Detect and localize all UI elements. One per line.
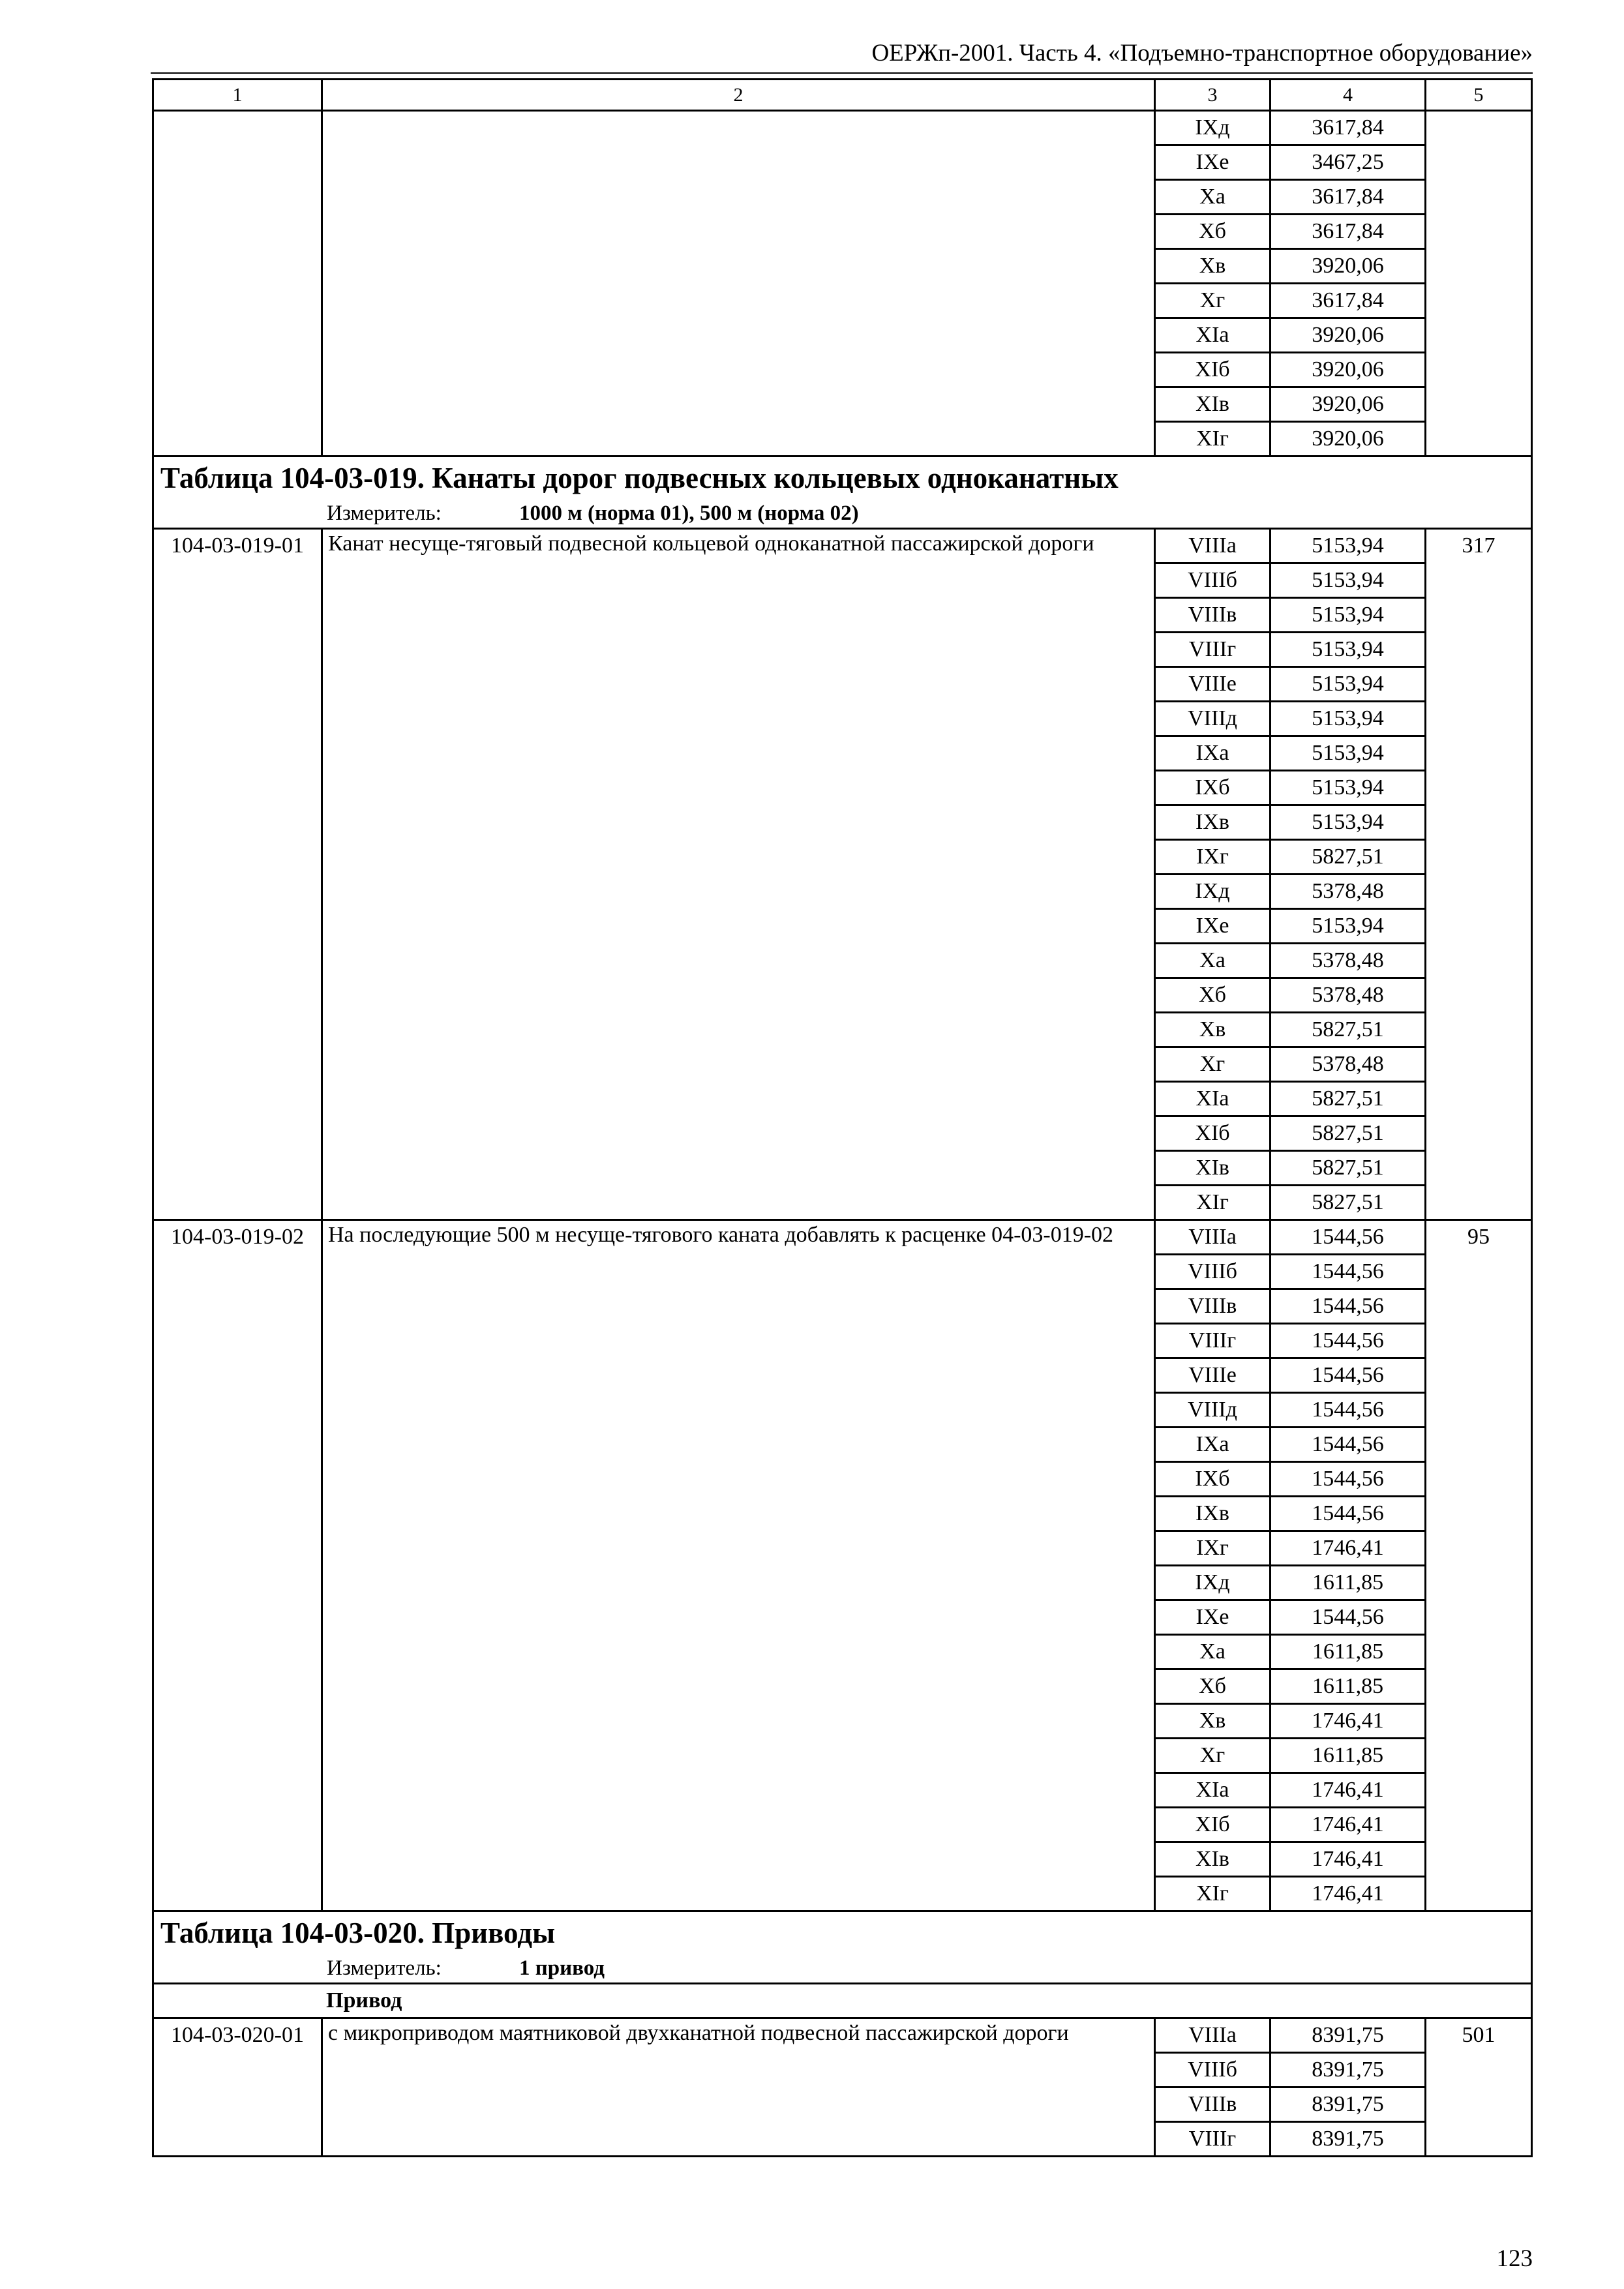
zone-cell: XIв bbox=[1155, 1842, 1271, 1877]
zone-cell: Xг bbox=[1155, 284, 1271, 318]
price-cell: 3920,06 bbox=[1271, 387, 1426, 422]
column-number: 4 bbox=[1271, 80, 1426, 111]
price-cell: 5827,51 bbox=[1271, 1013, 1426, 1047]
price-cell: 5153,94 bbox=[1271, 633, 1426, 667]
price-cell: 1544,56 bbox=[1271, 1393, 1426, 1428]
table-title: Таблица 104-03-019. Канаты дорог подвесных кольцевых одноканатных bbox=[160, 462, 1119, 494]
price-cell: 1746,41 bbox=[1271, 1773, 1426, 1808]
zone-cell: Xа bbox=[1155, 944, 1271, 978]
price-cell: 1544,56 bbox=[1271, 1600, 1426, 1635]
measure-label: Измеритель: bbox=[327, 501, 442, 525]
zone-cell: Xв bbox=[1155, 249, 1271, 284]
price-cell: 1611,85 bbox=[1271, 1566, 1426, 1600]
column-number: 1 bbox=[153, 80, 322, 111]
table-title-cell bbox=[153, 456, 1532, 529]
count-cell: 95 bbox=[1426, 1220, 1532, 1911]
column-number: 2 bbox=[322, 80, 1155, 111]
zone-cell: VIIIв bbox=[1155, 2087, 1271, 2122]
rate-description: Канат несуще-тяговый подвесной кольцевой одноканатной пассажирской дороги bbox=[322, 529, 1155, 1220]
count-cell: 317 bbox=[1426, 529, 1532, 1220]
table-row bbox=[153, 111, 1532, 145]
page-header-title: ОЕРЖп-2001. Часть 4. «Подъемно-транспортное оборудование» bbox=[871, 40, 1533, 67]
price-cell: 8391,75 bbox=[1271, 2053, 1426, 2087]
price-cell: 3920,06 bbox=[1271, 249, 1426, 284]
price-cell: 1746,41 bbox=[1271, 1704, 1426, 1739]
zone-cell: VIIIг bbox=[1155, 1324, 1271, 1358]
zone-cell: VIIIг bbox=[1155, 2122, 1271, 2157]
price-cell: 8391,75 bbox=[1271, 2018, 1426, 2053]
price-cell: 3617,84 bbox=[1271, 284, 1426, 318]
zone-cell: XIб bbox=[1155, 1116, 1271, 1151]
section-row bbox=[153, 1984, 1532, 2018]
price-cell: 1544,56 bbox=[1271, 1462, 1426, 1497]
zone-cell: IXа bbox=[1155, 736, 1271, 771]
measure-line bbox=[160, 1954, 1524, 1982]
zone-cell: VIIIв bbox=[1155, 1289, 1271, 1324]
zone-cell: IXв bbox=[1155, 805, 1271, 840]
price-cell: 3920,06 bbox=[1271, 353, 1426, 387]
price-cell: 1544,56 bbox=[1271, 1428, 1426, 1462]
table-title-row bbox=[153, 1911, 1532, 1984]
zone-cell: VIIIб bbox=[1155, 563, 1271, 598]
price-cell: 1544,56 bbox=[1271, 1497, 1426, 1531]
price-cell: 5378,48 bbox=[1271, 1047, 1426, 1082]
price-cell: 5153,94 bbox=[1271, 771, 1426, 805]
header-rule bbox=[151, 72, 1533, 74]
zone-cell: IXб bbox=[1155, 771, 1271, 805]
zone-cell: XIг bbox=[1155, 422, 1271, 456]
zone-cell: XIб bbox=[1155, 1808, 1271, 1842]
price-cell: 5378,48 bbox=[1271, 875, 1426, 909]
price-cell: 5153,94 bbox=[1271, 529, 1426, 563]
zone-cell: IXв bbox=[1155, 1497, 1271, 1531]
price-cell: 8391,75 bbox=[1271, 2087, 1426, 2122]
price-cell: 5827,51 bbox=[1271, 840, 1426, 875]
zone-cell: IXд bbox=[1155, 1566, 1271, 1600]
price-cell: 1611,85 bbox=[1271, 1669, 1426, 1704]
zone-cell: IXд bbox=[1155, 875, 1271, 909]
table-row bbox=[153, 529, 1532, 563]
price-cell: 1611,85 bbox=[1271, 1635, 1426, 1669]
price-cell: 5153,94 bbox=[1271, 563, 1426, 598]
section-label: Привод bbox=[153, 1984, 1532, 2018]
rates-table bbox=[152, 78, 1533, 2157]
zone-cell: VIIIа bbox=[1155, 1220, 1271, 1255]
rate-description: На последующие 500 м несуще-тягового каната добавлять к расценке 04-03-019-02 bbox=[322, 1220, 1155, 1911]
zone-cell: Xв bbox=[1155, 1704, 1271, 1739]
price-cell: 1746,41 bbox=[1271, 1531, 1426, 1566]
price-cell: 5378,48 bbox=[1271, 978, 1426, 1013]
column-number-row bbox=[153, 80, 1532, 111]
price-cell: 5153,94 bbox=[1271, 805, 1426, 840]
zone-cell: IXа bbox=[1155, 1428, 1271, 1462]
zone-cell: VIIIб bbox=[1155, 1255, 1271, 1289]
price-cell: 1544,56 bbox=[1271, 1324, 1426, 1358]
price-cell: 1746,41 bbox=[1271, 1808, 1426, 1842]
price-cell: 1544,56 bbox=[1271, 1289, 1426, 1324]
price-cell: 1611,85 bbox=[1271, 1739, 1426, 1773]
column-number: 5 bbox=[1426, 80, 1532, 111]
price-cell: 1544,56 bbox=[1271, 1220, 1426, 1255]
zone-cell: VIIIд bbox=[1155, 702, 1271, 736]
price-cell: 5153,94 bbox=[1271, 736, 1426, 771]
price-cell: 1746,41 bbox=[1271, 1842, 1426, 1877]
price-cell: 5153,94 bbox=[1271, 909, 1426, 944]
price-cell: 8391,75 bbox=[1271, 2122, 1426, 2157]
measure-label: Измеритель: bbox=[327, 1956, 442, 1980]
table-title: Таблица 104-03-020. Приводы bbox=[160, 1917, 556, 1949]
zone-cell: XIв bbox=[1155, 1151, 1271, 1186]
price-cell: 5153,94 bbox=[1271, 702, 1426, 736]
zone-cell: VIIIв bbox=[1155, 598, 1271, 633]
price-cell: 3617,84 bbox=[1271, 215, 1426, 249]
price-cell: 3617,84 bbox=[1271, 111, 1426, 145]
price-cell: 1544,56 bbox=[1271, 1358, 1426, 1393]
zone-cell: Xв bbox=[1155, 1013, 1271, 1047]
zone-cell: VIIIг bbox=[1155, 633, 1271, 667]
zone-cell: IXе bbox=[1155, 145, 1271, 180]
zone-cell: VIIIа bbox=[1155, 2018, 1271, 2053]
count-cell bbox=[1426, 111, 1532, 456]
rate-code: 104-03-020-01 bbox=[153, 2018, 322, 2157]
zone-cell: VIIIе bbox=[1155, 1358, 1271, 1393]
price-cell: 3467,25 bbox=[1271, 145, 1426, 180]
price-cell: 5153,94 bbox=[1271, 598, 1426, 633]
price-cell: 3617,84 bbox=[1271, 180, 1426, 215]
zone-cell: IXг bbox=[1155, 840, 1271, 875]
zone-cell: IXд bbox=[1155, 111, 1271, 145]
rate-description bbox=[322, 111, 1155, 456]
table-title-row bbox=[153, 456, 1532, 529]
price-cell: 5827,51 bbox=[1271, 1186, 1426, 1220]
measure-line bbox=[160, 499, 1524, 528]
zone-cell: XIа bbox=[1155, 1773, 1271, 1808]
measure-value: 1 привод bbox=[519, 1956, 605, 1980]
zone-cell: VIIIб bbox=[1155, 2053, 1271, 2087]
zone-cell: Xб bbox=[1155, 1669, 1271, 1704]
zone-cell: XIв bbox=[1155, 387, 1271, 422]
zone-cell: Xа bbox=[1155, 1635, 1271, 1669]
zone-cell: IXб bbox=[1155, 1462, 1271, 1497]
zone-cell: XIа bbox=[1155, 318, 1271, 353]
count-cell: 501 bbox=[1426, 2018, 1532, 2157]
price-cell: 5378,48 bbox=[1271, 944, 1426, 978]
zone-cell: Xг bbox=[1155, 1739, 1271, 1773]
table-title-cell bbox=[153, 1911, 1532, 1984]
price-cell: 1746,41 bbox=[1271, 1877, 1426, 1911]
price-cell: 3920,06 bbox=[1271, 318, 1426, 353]
zone-cell: XIг bbox=[1155, 1877, 1271, 1911]
zone-cell: IXе bbox=[1155, 1600, 1271, 1635]
rate-code: 104-03-019-01 bbox=[153, 529, 322, 1220]
price-cell: 5827,51 bbox=[1271, 1151, 1426, 1186]
zone-cell: Xб bbox=[1155, 215, 1271, 249]
table-row bbox=[153, 1220, 1532, 1255]
zone-cell: Xа bbox=[1155, 180, 1271, 215]
page-number: 123 bbox=[1496, 2245, 1533, 2272]
measure-value: 1000 м (норма 01), 500 м (норма 02) bbox=[519, 501, 859, 525]
rate-description: с микроприводом маятниковой двухканатной подвесной пассажирской дороги bbox=[322, 2018, 1155, 2157]
zone-cell: VIIIа bbox=[1155, 529, 1271, 563]
zone-cell: IXе bbox=[1155, 909, 1271, 944]
zone-cell: VIIIе bbox=[1155, 667, 1271, 702]
zone-cell: IXг bbox=[1155, 1531, 1271, 1566]
column-number: 3 bbox=[1155, 80, 1271, 111]
price-cell: 5153,94 bbox=[1271, 667, 1426, 702]
price-cell: 5827,51 bbox=[1271, 1082, 1426, 1116]
price-cell: 3920,06 bbox=[1271, 422, 1426, 456]
zone-cell: Xг bbox=[1155, 1047, 1271, 1082]
zone-cell: Xб bbox=[1155, 978, 1271, 1013]
rate-code bbox=[153, 111, 322, 456]
rate-code: 104-03-019-02 bbox=[153, 1220, 322, 1911]
price-cell: 1544,56 bbox=[1271, 1255, 1426, 1289]
zone-cell: XIа bbox=[1155, 1082, 1271, 1116]
zone-cell: XIб bbox=[1155, 353, 1271, 387]
table-row bbox=[153, 2018, 1532, 2053]
zone-cell: XIг bbox=[1155, 1186, 1271, 1220]
price-cell: 5827,51 bbox=[1271, 1116, 1426, 1151]
zone-cell: VIIIд bbox=[1155, 1393, 1271, 1428]
